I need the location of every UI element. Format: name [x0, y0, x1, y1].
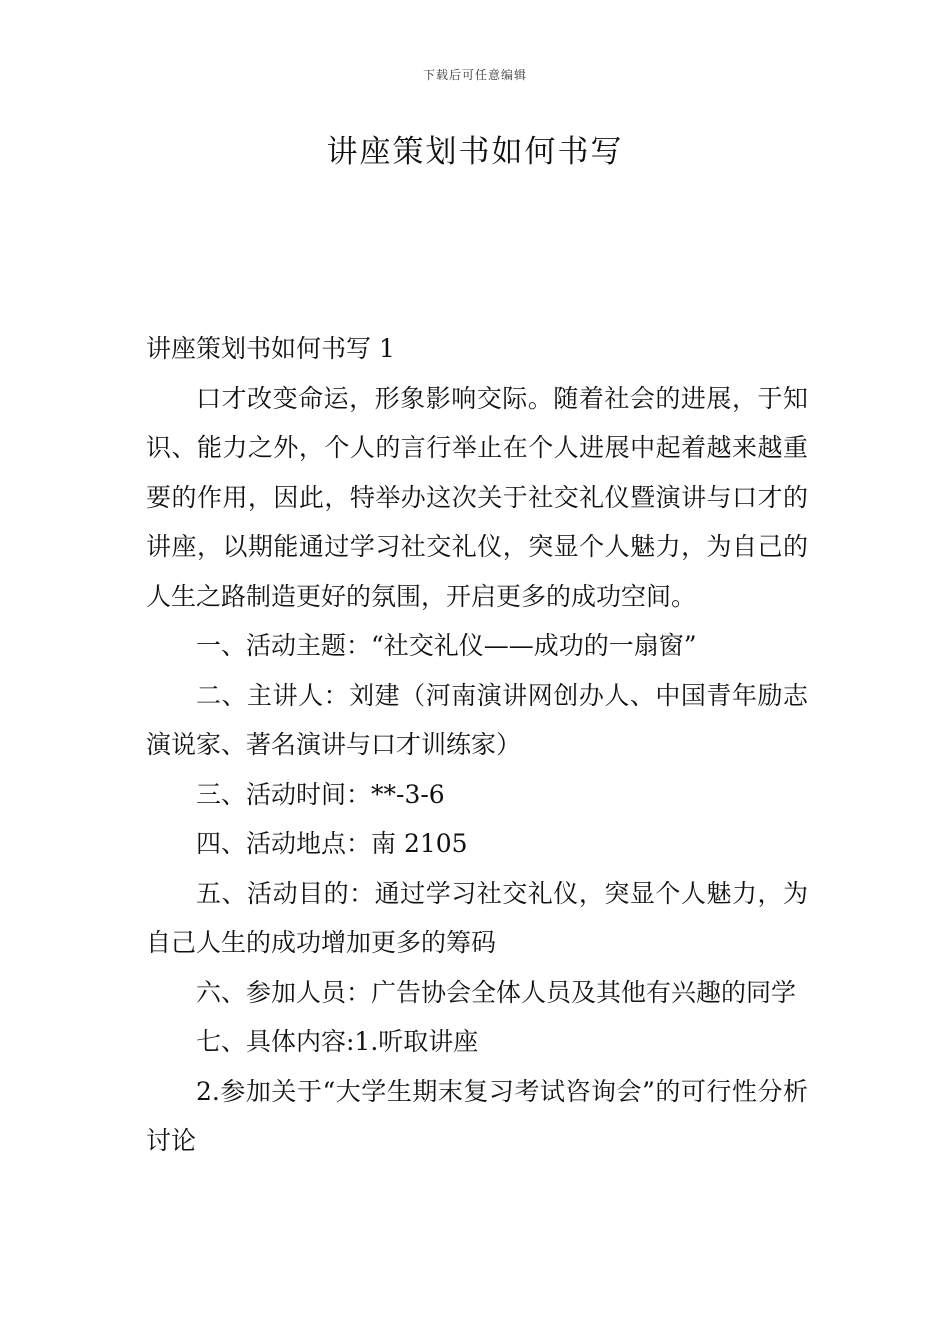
document-title: 讲座策划书如何书写 [326, 134, 624, 170]
paragraph-intro: 口才改变命运，形象影响交际。随着社会的进展，于知识、能力之外，个人的言行举止在个人进展中起着越来越重要的作用，因此，特举办这次关于社交礼仪暨演讲与口才的讲座，以期能通过学习社交礼仪，突显个人魅力，为自己的人生之路制造更好的氛围，开启更多的成功空间。 [146, 383, 808, 611]
header-note: 下载后可任意编辑 [422, 68, 527, 82]
paragraph-participants: 六、参加人员：广告协会全体人员及其他有兴趣的同学 [196, 977, 797, 1007]
paragraph-purpose: 五、活动目的：通过学习社交礼仪，突显个人魅力，为自己人生的成功增加更多的筹码 [146, 878, 808, 957]
paragraph-content: 七、具体内容:1.听取讲座 [196, 1027, 479, 1056]
paragraph-theme: 一、活动主题：“社交礼仪——成功的一扇窗” [196, 631, 697, 660]
paragraph-speaker: 二、主讲人：刘建（河南演讲网创办人、中国青年励志演说家、著名演讲与口才训练家） [146, 680, 808, 759]
paragraph-content-item-2: 2.参加关于“大学生期末复习考试咨询会”的可行性分析讨论 [146, 1076, 808, 1155]
document-body [146, 324, 808, 1166]
paragraph-location: 四、活动地点：南 2105 [196, 829, 468, 858]
paragraph-time: 三、活动时间：**-3-6 [196, 779, 445, 809]
section-heading: 讲座策划书如何书写 1 [146, 334, 395, 363]
